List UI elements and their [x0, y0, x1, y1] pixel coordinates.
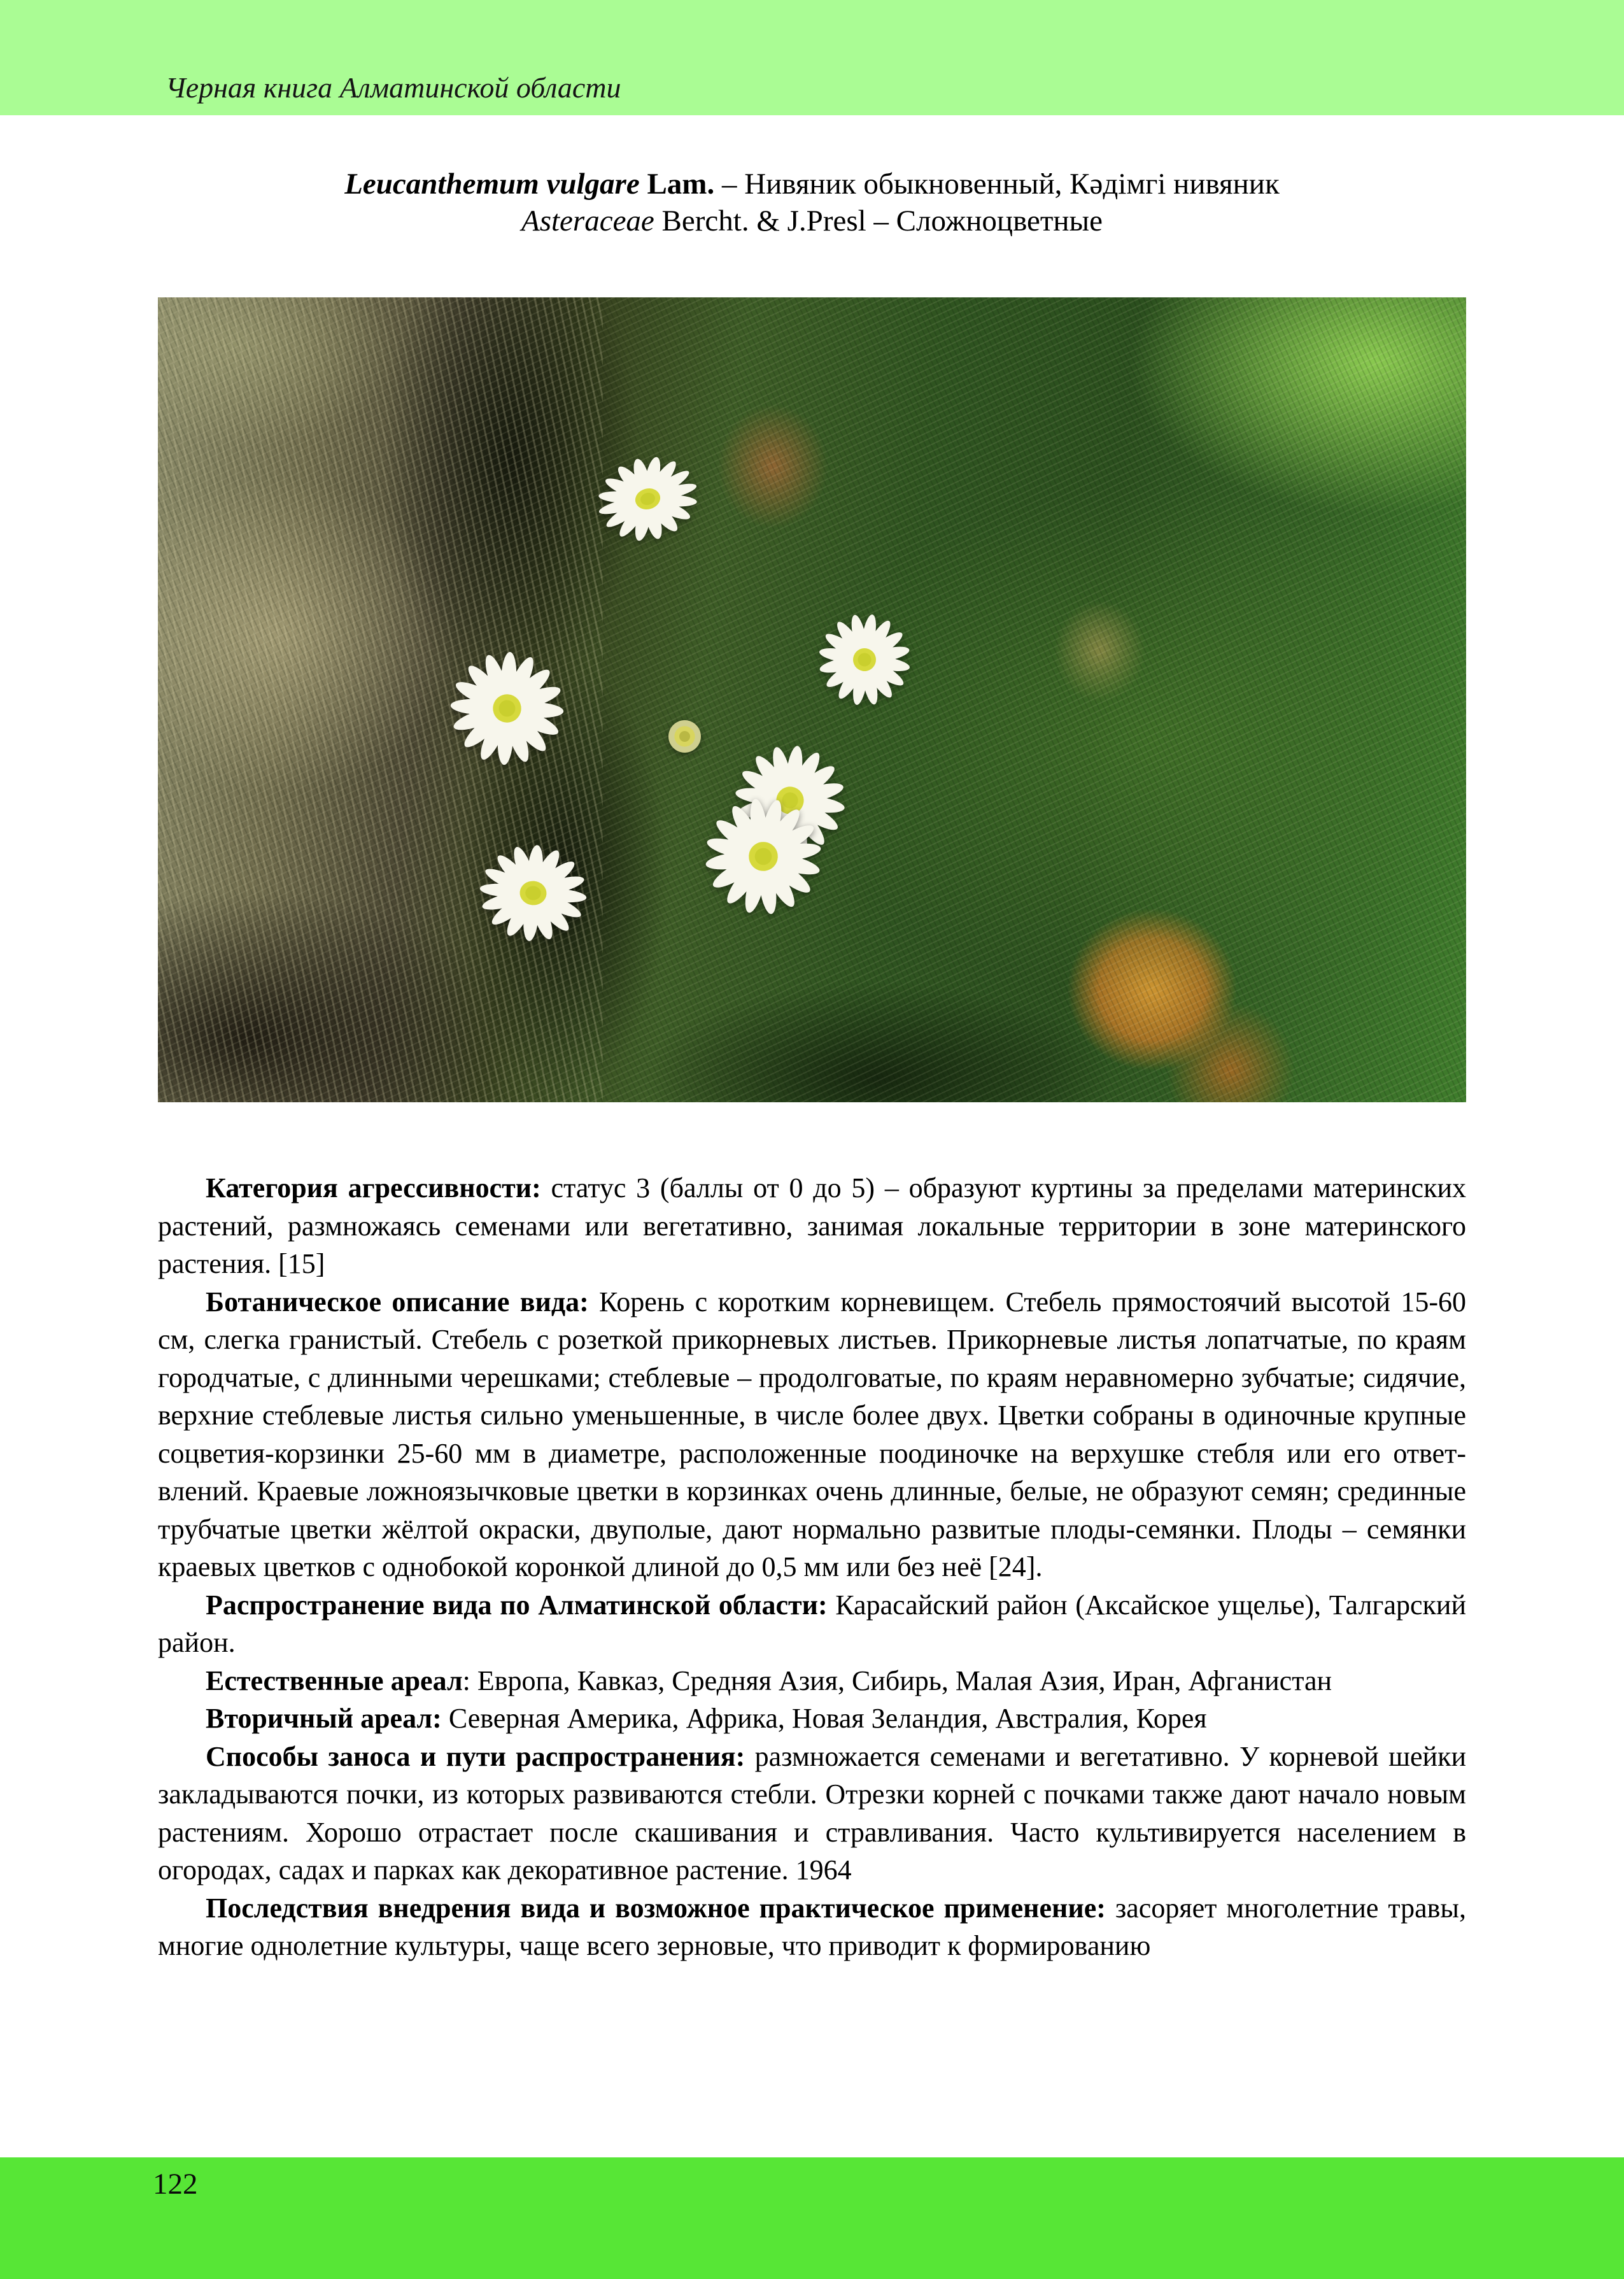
paragraph-text: статус 3 (баллы от 0 до 5) – образуют куртины за пределами материнских растений, размножаясь семенами или вегетативно, занимая локальные территории в зоне материнского растения. [15]: [158, 1172, 1467, 1279]
paragraph-consequences: [158, 1889, 1466, 1965]
paragraph-spread-methods: [158, 1738, 1466, 1889]
paragraph-label: Распространение вида по Алматинской области:: [206, 1589, 828, 1621]
paragraph-label: Естественные ареал: [206, 1665, 463, 1696]
footer-band: [0, 2157, 1624, 2279]
paragraph-text: Северная Америка, Африка, Новая Зеландия, Австралия, Корея: [441, 1703, 1207, 1734]
paragraph-label: Вторичный ареал:: [206, 1703, 442, 1734]
species-description: [158, 1169, 1466, 1965]
daisy-icon: [595, 446, 700, 551]
species-latin-name: Leucanthemum vulgare: [344, 167, 640, 201]
paragraph-label: Способы заноса и пути распространения:: [206, 1740, 745, 1772]
family-latin-name: Asteraceae: [521, 204, 654, 238]
paragraph-text: : Европа, Кавказ, Средняя Азия, Сибирь, Малая Азия, Иран, Афганистан: [462, 1665, 1332, 1696]
paragraph-botanical-description: [158, 1283, 1466, 1586]
species-photo: [158, 297, 1466, 1102]
species-authority: Lam.: [647, 167, 715, 201]
daisy-icon: [817, 612, 912, 707]
running-title: Черная книга Алматинской области: [166, 71, 621, 104]
flower-bud-icon: [658, 709, 712, 763]
daisy-icon: [448, 650, 566, 767]
species-title: [0, 166, 1624, 239]
species-title-line1: [0, 166, 1624, 202]
species-title-line2: [0, 202, 1624, 239]
paragraph-text: Корень с коротким корневищем. Стебель прямостоячий высотой 15-60 см, слегка гранистый. Стебель с розеткой прикорневых листьев. Прикорневые листья лопатчатые, по краям городчатые, с длинными черешками; стеблевые – продолговатые, по краям неравномерно зубчатые; сидячие, верхние стеблевые листья сильно уменьшенные, в числе более двух. Цветки собраны в одиночные крупные соцветия-корзинки 25-60 мм в диаметре, расположенные поодиночке на верхушке стебля или его ответвлений. Краевые ложноязычковые цветки в корзинках очень длинные, белые, не образуют семян; срединные трубчатые цветки жёлтой окраски, двуполые, дают нормально развитые плоды-семянки. Плоды – семянки краевых цветков с однобокой коронкой длиной до 0,5 мм или без неё [24].: [158, 1286, 1466, 1582]
paragraph-label: Ботаническое описание вида:: [206, 1286, 589, 1317]
paragraph-secondary-range: [158, 1700, 1466, 1738]
page-number: 122: [153, 2168, 198, 2201]
paragraph-label: Категория агрессивности:: [206, 1172, 541, 1203]
paragraph-aggressiveness: [158, 1169, 1466, 1283]
daisy-icon: [703, 796, 824, 917]
species-common-names: – Нивяник обыкновенный, Кәдімгі нивяник: [721, 167, 1280, 201]
paragraph-natural-range: [158, 1662, 1466, 1700]
paragraph-text: засоряет многолетние травы, многие однолетние культуры, чаще всего зерновые, что приводит к формированию: [158, 1892, 1466, 1961]
paragraph-text: Карасайский район (Аксайское ущелье), Талгарский район.: [158, 1589, 1466, 1658]
daisy-icon: [477, 837, 589, 949]
paragraph-label: Последствия внедрения вида и возможное практическое применение:: [206, 1892, 1106, 1924]
paragraph-distribution: [158, 1586, 1466, 1662]
family-common-name: Bercht. & J.Presl – Сложноцветные: [661, 204, 1103, 238]
paragraph-text: размножается семенами и вегетативно. У корневой шейки закладываются почки, из которых развиваются стебли. Отрезки корней с почками также дают начало новым растениям. Хорошо отрастает после скашивания и стравливания. Часто культивируется населением в огородах, садах и парках как декоративное растение. 1964: [158, 1740, 1466, 1885]
